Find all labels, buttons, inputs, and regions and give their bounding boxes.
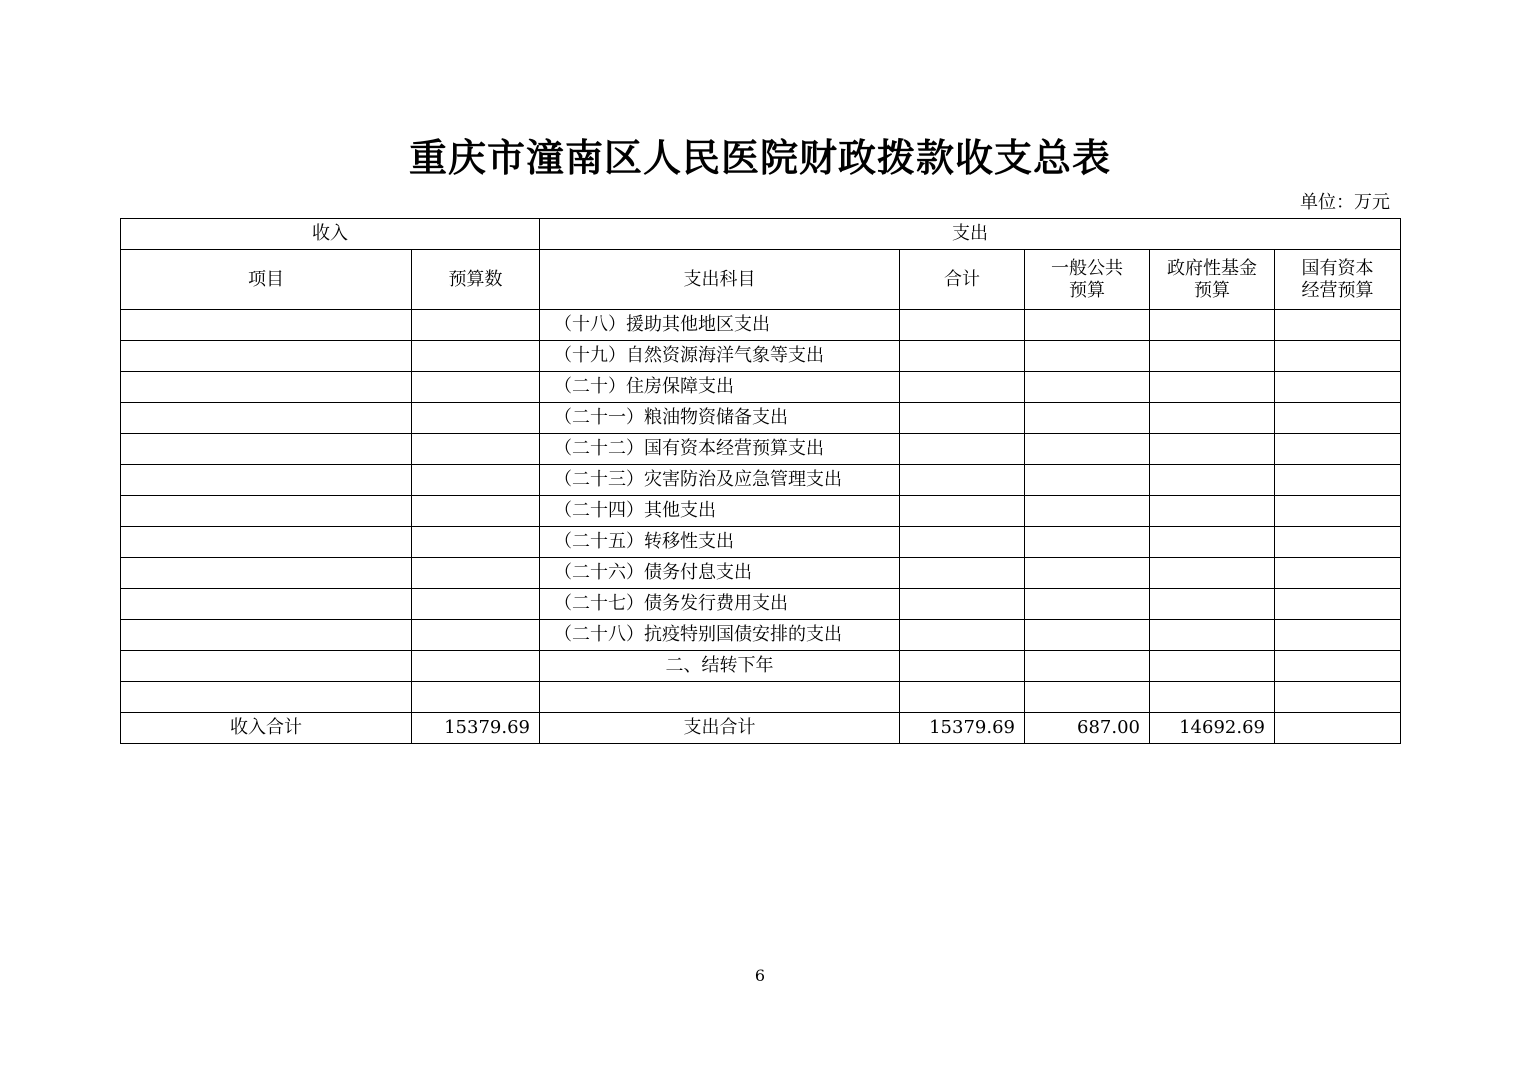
budget-cell: [412, 558, 540, 589]
table-row: [121, 372, 1401, 403]
total-cell: [900, 372, 1025, 403]
general-public-cell: [1025, 620, 1150, 651]
total-cell: [900, 589, 1025, 620]
gov-fund-cell: [1150, 558, 1275, 589]
state-capital-cell: [1275, 651, 1401, 682]
general-public-cell: [1025, 527, 1150, 558]
expense-total-label: 支出合计: [540, 713, 900, 744]
state-capital-cell: [1275, 620, 1401, 651]
state-capital-header-line2: 经营预算: [1301, 279, 1374, 301]
subject-cell: （二十）住房保障支出: [540, 372, 900, 403]
state-capital-cell: [1275, 465, 1401, 496]
state-capital-cell: [1275, 496, 1401, 527]
gov-fund-cell: [1150, 682, 1275, 713]
general-public-total: 687.00: [1025, 713, 1150, 744]
header-row-1: [121, 219, 1401, 250]
total-cell: [900, 620, 1025, 651]
state-capital-total: [1275, 713, 1401, 744]
state-capital-cell: [1275, 372, 1401, 403]
budget-cell: [412, 651, 540, 682]
total-cell: [900, 465, 1025, 496]
budget-cell: [412, 496, 540, 527]
budget-cell: [412, 372, 540, 403]
gov-fund-cell: [1150, 589, 1275, 620]
budget-cell: [412, 589, 540, 620]
gov-fund-cell: [1150, 310, 1275, 341]
table-row: [121, 589, 1401, 620]
total-cell: [900, 527, 1025, 558]
unit-label: 单位：万元: [1300, 192, 1390, 213]
gov-fund-cell: [1150, 465, 1275, 496]
item-cell: [121, 372, 412, 403]
gov-fund-cell: [1150, 620, 1275, 651]
budget-cell: [412, 341, 540, 372]
state-capital-cell: [1275, 310, 1401, 341]
total-cell: [900, 496, 1025, 527]
total-cell: [900, 651, 1025, 682]
gov-fund-cell: [1150, 341, 1275, 372]
general-public-cell: [1025, 465, 1150, 496]
income-total-amount: 15379.69: [412, 713, 540, 744]
subject-cell: （二十四）其他支出: [540, 496, 900, 527]
subject-cell: （十八）援助其他地区支出: [540, 310, 900, 341]
subject-cell: （二十三）灾害防治及应急管理支出: [540, 465, 900, 496]
item-cell: [121, 310, 412, 341]
state-capital-cell: [1275, 589, 1401, 620]
subject-cell: （二十八）抗疫特别国债安排的支出: [540, 620, 900, 651]
table-row: [121, 403, 1401, 434]
income-total-label: 收入合计: [121, 713, 412, 744]
general-public-cell: [1025, 651, 1150, 682]
item-cell: [121, 558, 412, 589]
totals-row: [121, 713, 1401, 744]
gov-fund-header: [1150, 250, 1275, 310]
general-public-cell: [1025, 341, 1150, 372]
income-header: 收入: [121, 219, 540, 250]
state-capital-cell: [1275, 558, 1401, 589]
state-capital-cell: [1275, 434, 1401, 465]
gov-fund-cell: [1150, 651, 1275, 682]
budget-cell: [412, 527, 540, 558]
total-cell: [900, 403, 1025, 434]
item-header: 项目: [121, 250, 412, 310]
gov-fund-cell: [1150, 372, 1275, 403]
state-capital-header-line1: 国有资本: [1301, 257, 1374, 279]
general-public-cell: [1025, 403, 1150, 434]
budget-cell: [412, 620, 540, 651]
blank-row: [121, 682, 1401, 713]
item-cell: [121, 651, 412, 682]
general-public-cell: [1025, 496, 1150, 527]
budget-amount-header: 预算数: [412, 250, 540, 310]
item-cell: [121, 620, 412, 651]
gov-fund-cell: [1150, 434, 1275, 465]
item-cell: [121, 527, 412, 558]
total-cell: [900, 310, 1025, 341]
table-row: [121, 465, 1401, 496]
state-capital-cell: [1275, 682, 1401, 713]
total-cell: [900, 682, 1025, 713]
general-public-header: [1025, 250, 1150, 310]
general-public-cell: [1025, 558, 1150, 589]
item-cell: [121, 341, 412, 372]
subject-cell: （十九）自然资源海洋气象等支出: [540, 341, 900, 372]
gov-fund-cell: [1150, 403, 1275, 434]
item-cell: [121, 465, 412, 496]
budget-table: [120, 218, 1401, 744]
general-public-cell: [1025, 372, 1150, 403]
page-number: 6: [754, 966, 766, 985]
total-cell: [900, 434, 1025, 465]
budget-cell: [412, 310, 540, 341]
general-public-cell: [1025, 682, 1150, 713]
subject-cell: [540, 682, 900, 713]
total-header: 合计: [900, 250, 1025, 310]
table-row: [121, 496, 1401, 527]
carryover-label: 二、结转下年: [540, 651, 900, 682]
table-row: [121, 527, 1401, 558]
general-public-cell: [1025, 310, 1150, 341]
expense-header: 支出: [540, 219, 1401, 250]
table-row: [121, 620, 1401, 651]
table-row: [121, 434, 1401, 465]
state-capital-cell: [1275, 341, 1401, 372]
budget-cell: [412, 403, 540, 434]
gov-fund-total: 14692.69: [1150, 713, 1275, 744]
carryover-row: [121, 651, 1401, 682]
gov-fund-header-line1: 政府性基金: [1167, 257, 1257, 279]
budget-cell: [412, 682, 540, 713]
page-title: 重庆市潼南区人民医院财政拨款收支总表: [408, 135, 1111, 180]
state-capital-cell: [1275, 527, 1401, 558]
budget-cell: [412, 434, 540, 465]
general-public-cell: [1025, 589, 1150, 620]
item-cell: [121, 434, 412, 465]
state-capital-header: [1275, 250, 1401, 310]
item-cell: [121, 589, 412, 620]
general-public-header-line2: 预算: [1069, 279, 1105, 301]
expense-subject-header: 支出科目: [540, 250, 900, 310]
item-cell: [121, 496, 412, 527]
subject-cell: （二十二）国有资本经营预算支出: [540, 434, 900, 465]
general-public-header-line1: 一般公共: [1051, 257, 1123, 279]
table-row: [121, 341, 1401, 372]
header-row-2: [121, 250, 1401, 310]
gov-fund-cell: [1150, 496, 1275, 527]
general-public-cell: [1025, 434, 1150, 465]
total-cell: [900, 341, 1025, 372]
item-cell: [121, 682, 412, 713]
gov-fund-cell: [1150, 527, 1275, 558]
expense-total-amount: 15379.69: [900, 713, 1025, 744]
table-row: [121, 310, 1401, 341]
subject-cell: （二十六）债务付息支出: [540, 558, 900, 589]
budget-cell: [412, 465, 540, 496]
state-capital-cell: [1275, 403, 1401, 434]
table-row: [121, 558, 1401, 589]
item-cell: [121, 403, 412, 434]
subject-cell: （二十七）债务发行费用支出: [540, 589, 900, 620]
gov-fund-header-line2: 预算: [1194, 279, 1230, 301]
subject-cell: （二十一）粮油物资储备支出: [540, 403, 900, 434]
subject-cell: （二十五）转移性支出: [540, 527, 900, 558]
total-cell: [900, 558, 1025, 589]
